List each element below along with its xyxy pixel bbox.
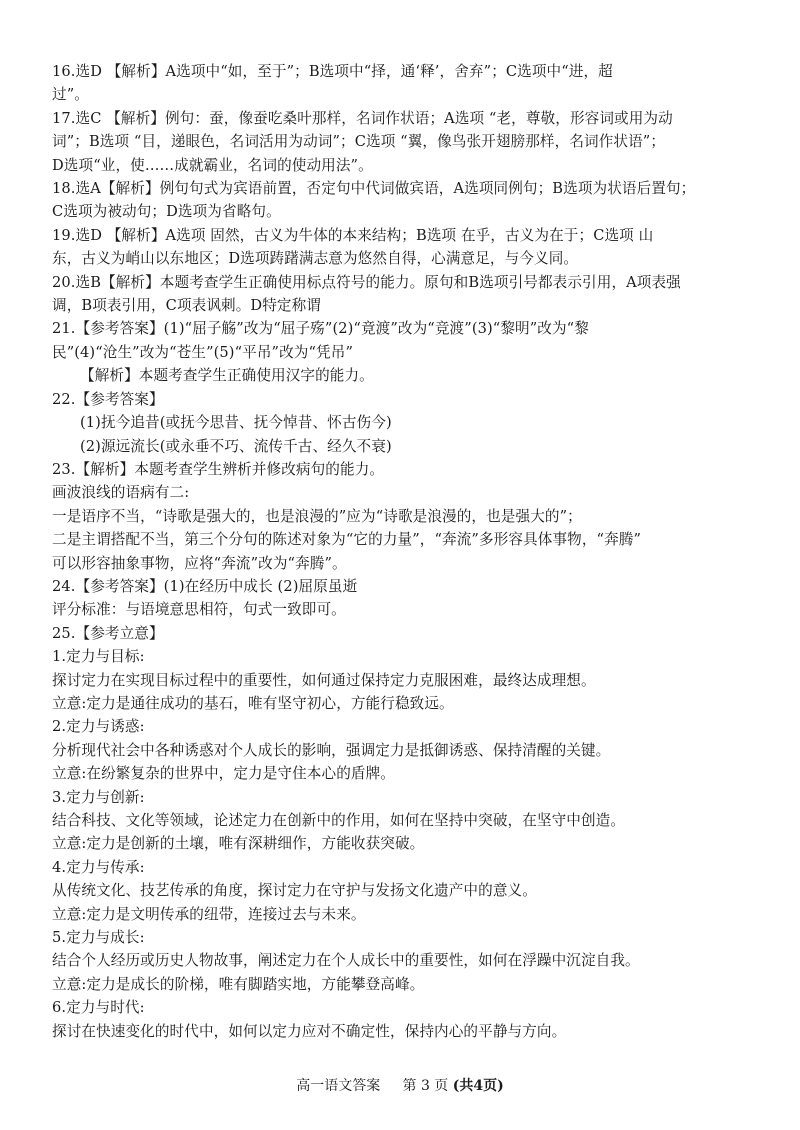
text-line: 东，古义为峭山以东地区；D选项踌躇满志意为悠然自得，心满意足，与今义同。: [52, 250, 579, 268]
footer-page-total: (共4页): [452, 1078, 504, 1094]
text-line: 立意:定力是文明传承的纽带，连接过去与未来。: [52, 905, 366, 923]
text-line: C选项为被动句；D选项为省略句。: [52, 203, 281, 221]
text-line: 探讨在快速变化的时代中，如何以定力应对不确定性，保持内心的平静与方向。: [52, 1022, 567, 1040]
footer-subject: 高一语文答案: [296, 1078, 381, 1094]
text-line: 22.【参考答案】: [52, 390, 164, 408]
text-line: 6.定力与时代:: [52, 999, 145, 1017]
text-line: 17.选C 【解析】例句：蚕，像蚕吃桑叶那样，名词作状语；A选项 “老，尊敬，形容词或用为动: [52, 109, 673, 127]
text-line: 分析现代社会中各种诱惑对个人成长的影响，强调定力是抵御诱惑、保持清醒的关键。: [52, 741, 611, 759]
text-line: 可以形容抽象事物，应将“奔流”改为“奔腾”。: [52, 554, 347, 572]
text-line: 词”；B选项 “目，递眼色，名词活用为动词”；C选项 “翼，像鸟张开翅膀那样，名词作状语”；: [52, 133, 666, 151]
text-line: 立意:在纷繁复杂的世界中，定力是守住本心的盾牌。: [52, 765, 395, 783]
text-line: 25.【参考立意】: [52, 624, 164, 642]
text-line: 评分标准：与语境意思相符，句式一致即可。: [52, 601, 346, 619]
text-line: 24.【参考答案】(1)在经历中成长 (2)屈原虽逝: [52, 577, 358, 595]
text-line: (1)抚今追昔(或抚今思昔、抚今悼昔、怀古伤今): [80, 414, 392, 432]
text-line: 19.选D 【解析】A选项 固然，古义为牛体的本来结构；B选项 在乎，古义为在于；C选项 山: [52, 226, 654, 244]
text-line: 21.【参考答案】(1)“屈子觞”改为“屈子殇”(2)“竟渡”改为“竞渡”(3)“黎明”改为“黎: [52, 320, 589, 338]
text-line: 16.选D 【解析】A选项中“如，至于”；B选项中“择，通‘释’，舍弃”；C选项中“进，超: [52, 63, 613, 80]
text-line: 二是主谓搭配不当，第三个分句的陈述对象为“它的力量”，“奔流”多形容具体事物，“奔腾”: [52, 531, 642, 549]
footer-page-number: 第 3 页: [402, 1078, 449, 1094]
text-line: 4.定力与传承:: [52, 858, 145, 876]
page-footer: [0, 1076, 800, 1096]
text-line: 立意:定力是通往成功的基石，唯有坚守初心，方能行稳致远。: [52, 694, 454, 712]
text-line: 从传统文化、技艺传承的角度，探讨定力在守护与发扬文化遗产中的意义。: [52, 882, 537, 900]
text-line: 2.定力与诱惑:: [52, 718, 145, 736]
answer-content: [52, 60, 748, 1043]
text-line: 立意:定力是成长的阶梯，唯有脚踏实地，方能攀登高峰。: [52, 975, 425, 993]
text-line: 结合个人经历或历史人物故事，阐述定力在个人成长中的重要性，如何在浮躁中沉淀自我。: [52, 952, 640, 970]
text-line: 【解析】本题考查学生正确使用汉字的能力。: [80, 367, 374, 385]
text-line: 1.定力与目标:: [52, 648, 145, 666]
text-line: 18.选A【解析】例句句式为宾语前置，否定句中代词做宾语，A选项同例句；B选项为状语后置句；: [52, 180, 696, 198]
text-line: 立意:定力是创新的土壤，唯有深耕细作，方能收获突破。: [52, 835, 425, 853]
text-line: 结合科技、文化等领域，论述定力在创新中的作用，如何在坚持中突破，在坚守中创造。: [52, 812, 626, 829]
text-line: 20.选B【解析】本题考查学生正确使用标点符号的能力。原句和B选项引号都表示引用，A项表强: [52, 273, 681, 291]
text-line: D选项“业，使……成就霸业，名词的使动用法”。: [52, 156, 373, 174]
text-line: 过”。: [52, 86, 89, 104]
text-line: 一是语序不当，“诗歌是强大的，也是浪漫的”应为“诗歌是浪漫的，也是强大的”；: [52, 507, 582, 525]
text-line: 23.【解析】本题考查学生辨析并修改病句的能力。: [52, 460, 385, 478]
text-line: (2)源远流长(或永垂不巧、流传千古、经久不衰): [80, 437, 392, 455]
text-line: 画波浪线的语病有二:: [52, 484, 190, 502]
text-line: 3.定力与创新:: [52, 788, 145, 806]
text-line: 5.定力与成长:: [52, 929, 145, 947]
text-line: 调，B项表引用，C项表讽刺。D特定称谓: [52, 297, 321, 315]
text-line: 探讨定力在实现目标过程中的重要性，如何通过保持定力克服困难，最终达成理想。: [52, 671, 596, 689]
text-line: 民”(4)“沧生”改为“苍生”(5)“平吊”改为“凭吊”: [52, 343, 354, 361]
